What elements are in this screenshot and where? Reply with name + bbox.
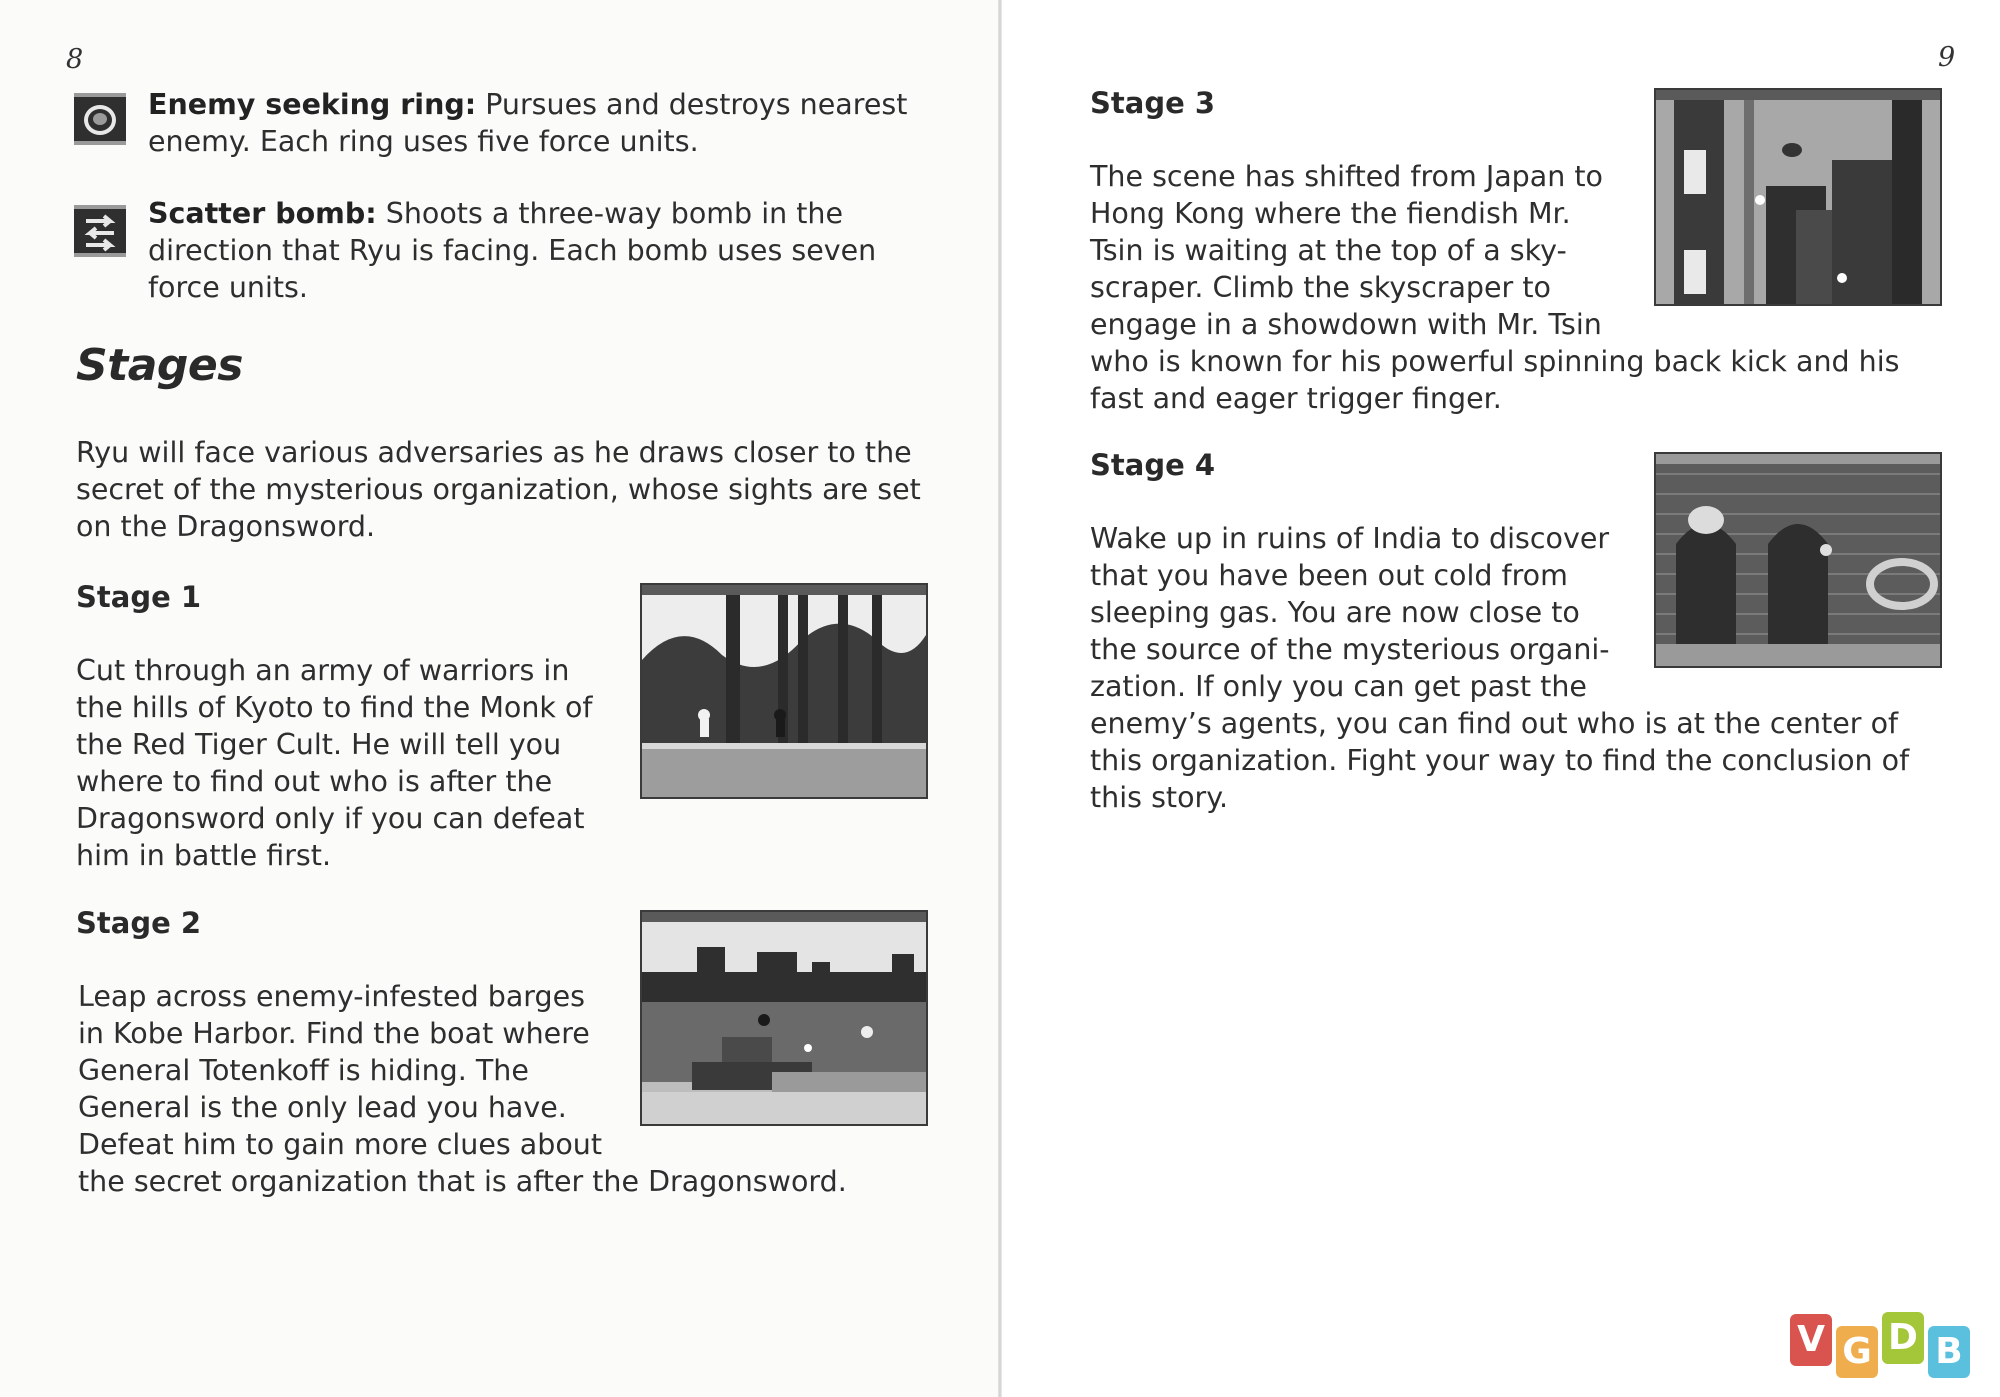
stage-line: the secret organization that is after the Dragonsword.: [78, 1165, 847, 1198]
scatter-bomb-icon: [74, 205, 126, 257]
item-description-line: Shoots a three-way bomb in the: [385, 197, 844, 230]
item-description-line: enemy. Each ring uses five force units.: [148, 125, 699, 158]
stage-line: that you have been out cold from: [1090, 559, 1568, 592]
stage-2-title: Stage 2: [76, 906, 202, 940]
stages-intro: [76, 434, 921, 545]
stage-line: Defeat him to gain more clues about: [78, 1128, 603, 1161]
logo-letter: G: [1842, 1331, 1872, 1372]
logo-tile: [1882, 1312, 1924, 1364]
stage-line: the hills of Kyoto to find the Monk of: [76, 691, 593, 724]
stage-line: Hong Kong where the fiendish Mr.: [1090, 197, 1571, 230]
intro-line: Ryu will face various adversaries as he draws closer to the: [76, 436, 912, 469]
stage-2-screenshot: [640, 910, 928, 1126]
logo-letter: D: [1888, 1317, 1918, 1358]
item-description-line: direction that Ryu is facing. Each bomb uses seven: [148, 234, 877, 267]
item-description-line: Pursues and destroys nearest: [485, 88, 908, 121]
intro-line: on the Dragonsword.: [76, 510, 376, 543]
stage-line: the Red Tiger Cult. He will tell you: [76, 728, 562, 761]
stage-4-screenshot: [1654, 452, 1942, 668]
logo-tile: [1790, 1314, 1832, 1366]
vgdb-watermark-logo: [1790, 1310, 1990, 1382]
intro-line: secret of the mysterious organization, whose sights are set: [76, 473, 921, 506]
stage-line: scraper. Climb the skyscraper to: [1090, 271, 1551, 304]
book-spine: [998, 0, 1002, 1397]
logo-letter: V: [1797, 1319, 1825, 1360]
enemy-seeking-ring-entry: [148, 86, 907, 160]
stage-line: zation. If only you can get past the: [1090, 670, 1587, 703]
stage-line: the source of the mysterious organi-: [1090, 633, 1610, 666]
page-number-right: 9: [1938, 42, 1956, 73]
stage-line: this organization. Fight your way to find the conclusion of: [1090, 744, 1910, 777]
scatter-bomb-entry: [148, 195, 876, 306]
stage-line: Wake up in ruins of India to discover: [1090, 522, 1610, 555]
stage-line: this story.: [1090, 781, 1229, 814]
stage-line: Leap across enemy-infested barges: [78, 980, 585, 1013]
stage-line: enemy’s agents, you can find out who is at the center of: [1090, 707, 1899, 740]
item-name: Enemy seeking ring:: [148, 88, 477, 121]
stage-3-screenshot: [1654, 88, 1942, 306]
logo-tile: [1928, 1326, 1970, 1378]
stage-line: him in battle first.: [76, 839, 332, 872]
stage-1-title: Stage 1: [76, 580, 202, 614]
stage-line: engage in a showdown with Mr. Tsin: [1090, 308, 1602, 341]
stages-heading: Stages: [76, 340, 243, 391]
stage-line: in Kobe Harbor. Find the boat where: [78, 1017, 590, 1050]
stage-1-screenshot: [640, 583, 928, 799]
page-number-left: 8: [66, 44, 84, 75]
stage-line: The scene has shifted from Japan to: [1090, 160, 1603, 193]
logo-letter: B: [1935, 1331, 1963, 1372]
stage-line: Tsin is waiting at the top of a sky-: [1090, 234, 1567, 267]
stage-3-title: Stage 3: [1090, 86, 1216, 120]
stage-line: fast and eager trigger finger.: [1090, 382, 1502, 415]
item-description-line: force units.: [148, 271, 308, 304]
item-name: Scatter bomb:: [148, 197, 377, 230]
stage-line: who is known for his powerful spinning back kick and his: [1090, 345, 1900, 378]
stage-line: General Totenkoff is hiding. The: [78, 1054, 529, 1087]
stage-line: Dragonsword only if you can defeat: [76, 802, 585, 835]
stage-4-title: Stage 4: [1090, 448, 1216, 482]
stage-1-text: [76, 652, 592, 874]
scatter-arrows-icon: [80, 213, 120, 253]
stage-line: where to find out who is after the: [76, 765, 553, 798]
stage-line: General is the only lead you have.: [78, 1091, 567, 1124]
stage-line: Cut through an army of warriors in: [76, 654, 570, 687]
enemy-seeking-ring-icon: [74, 93, 126, 145]
stage-line: sleeping gas. You are now close to: [1090, 596, 1580, 629]
logo-tile: [1836, 1326, 1878, 1378]
